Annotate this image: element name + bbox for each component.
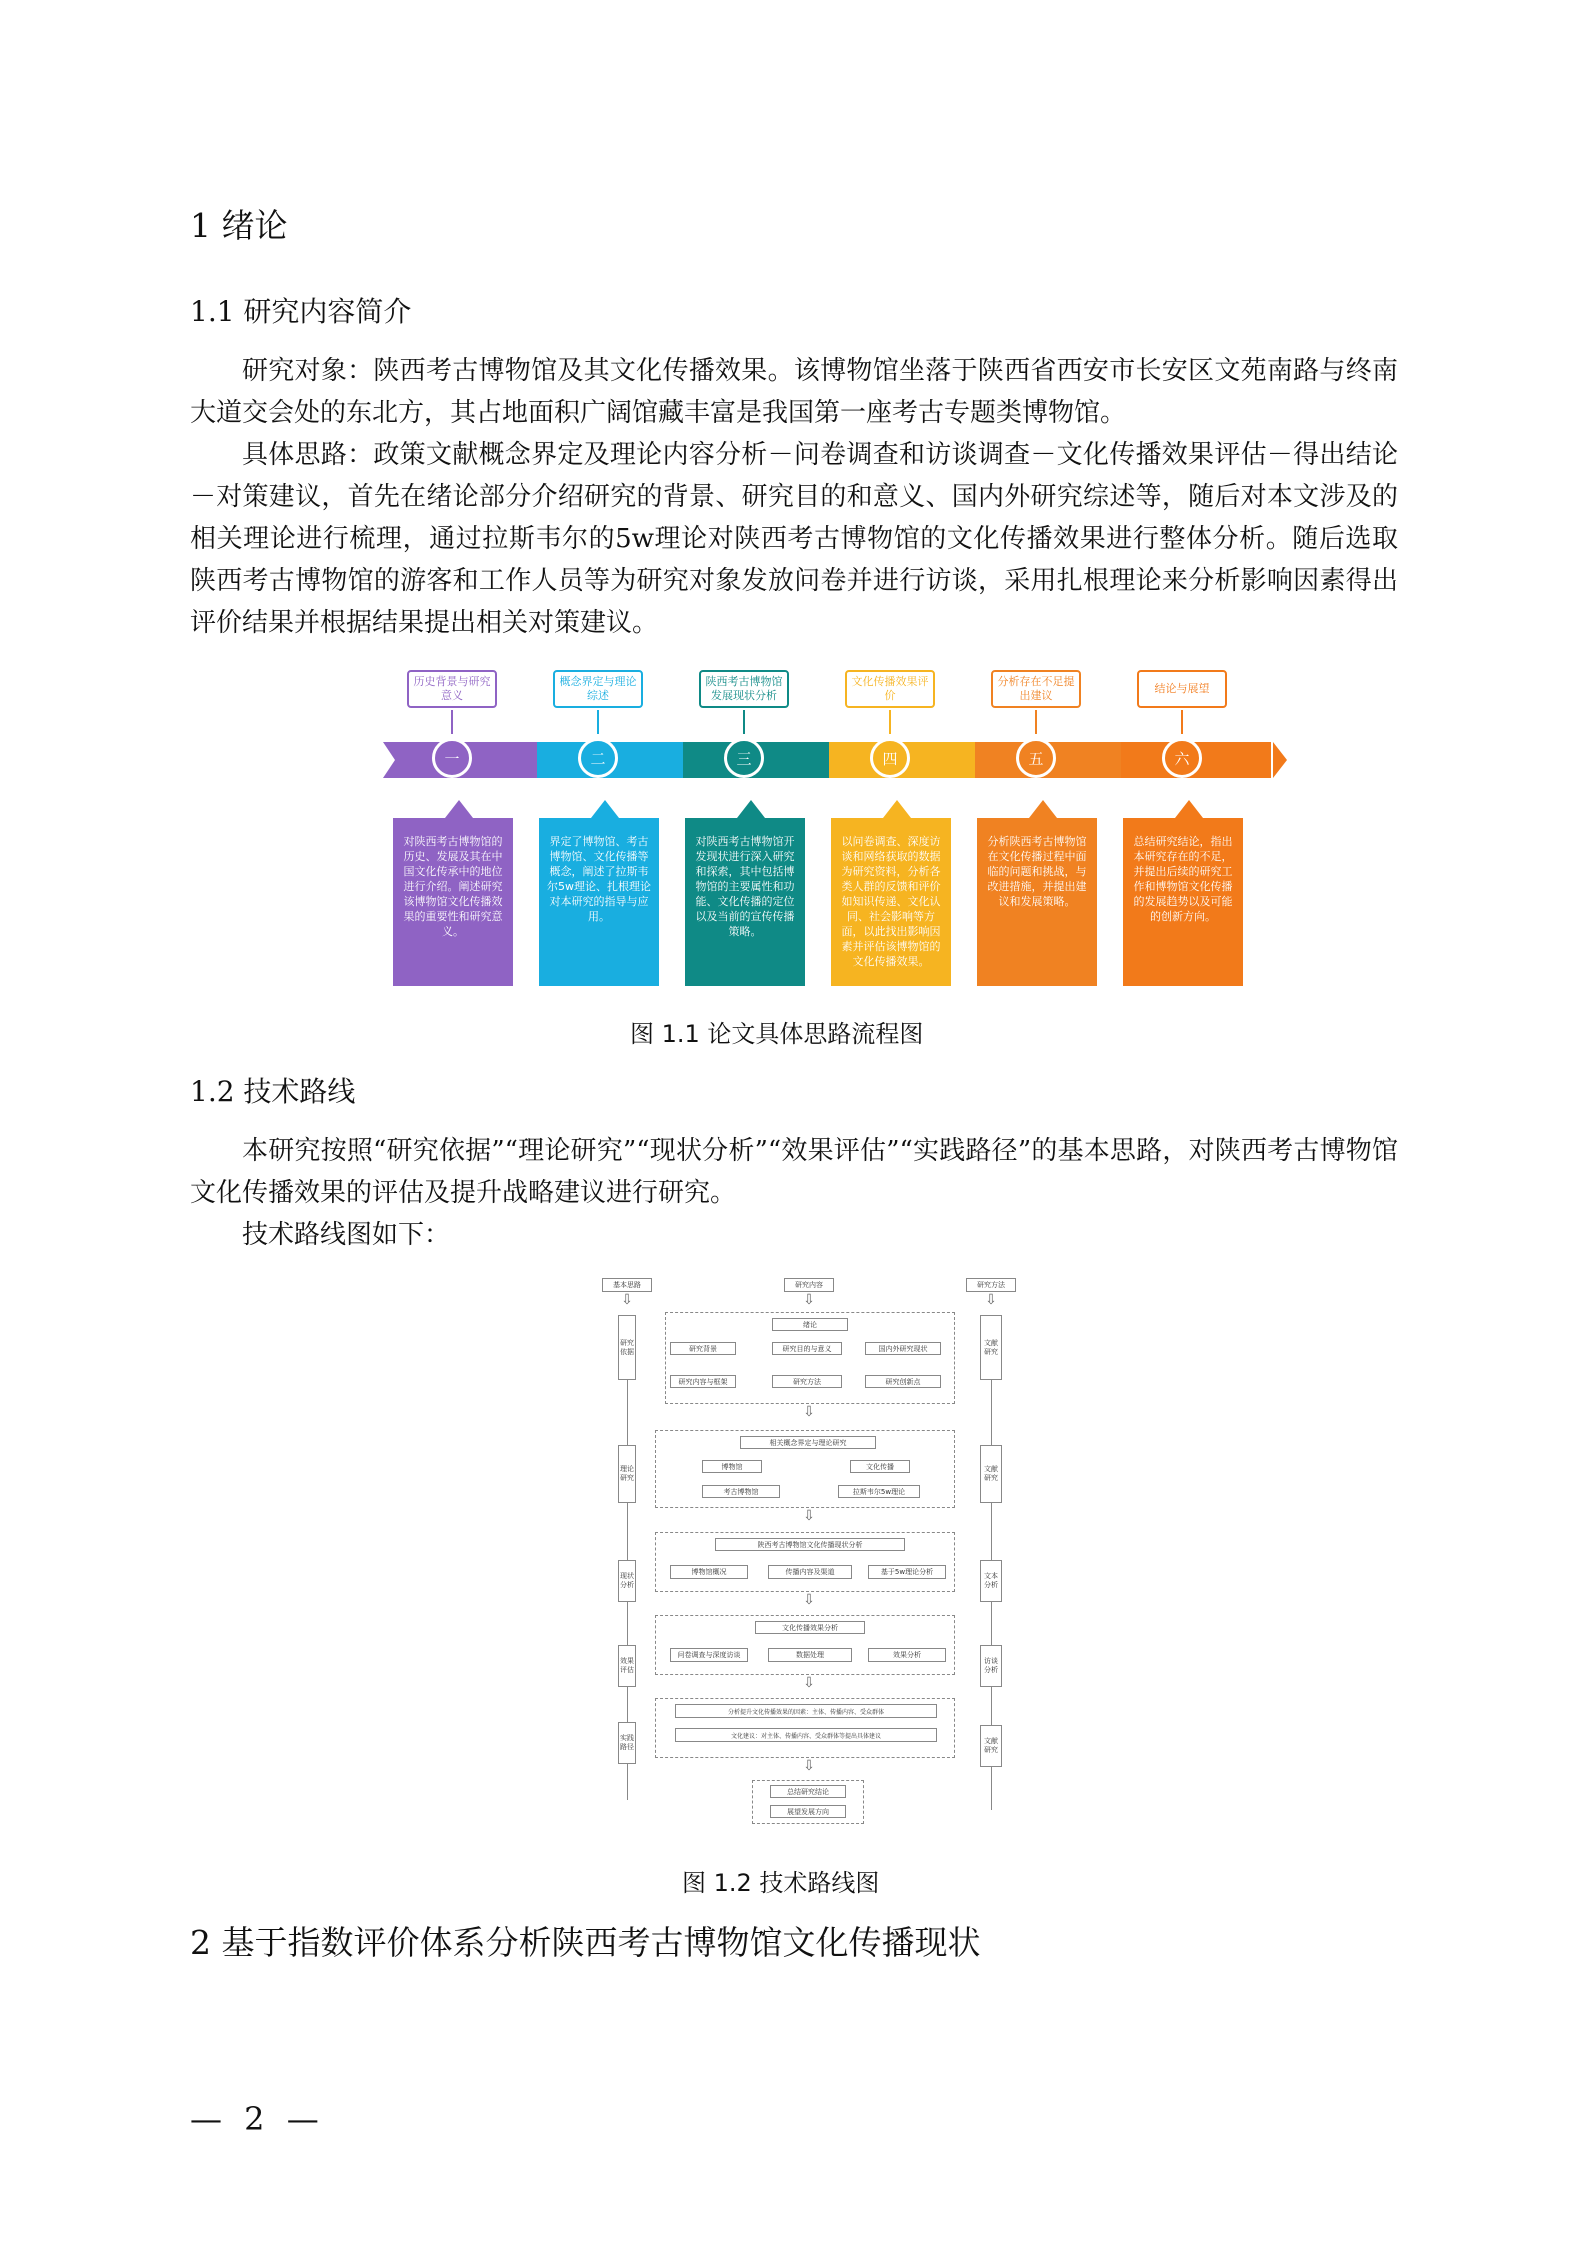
stage-description: 以问卷调查、深度访谈和网络获取的数据为研究资料，分析各类人群的反馈和评价如知识传递、文化认同、社会影响等方面，以此找出影响因素并评估该博物馆的文化传播效果。: [831, 818, 951, 986]
g5-item: 文化建议：对主体、传播内容、受众群体等提出具体建议: [675, 1728, 937, 1742]
g4-item: 效果分析: [868, 1648, 946, 1662]
right-step-5: 文献研究: [980, 1725, 1002, 1767]
stage-stem: [1035, 710, 1037, 734]
paragraph-route-intro: 技术路线图如下：: [242, 1220, 451, 1250]
stage-label: 陕西考古博物馆发展现状分析: [699, 670, 789, 708]
g4-title: 文化传播效果分析: [755, 1621, 865, 1634]
col-header-mid: 研究内容: [784, 1278, 834, 1292]
chapter-2-heading: 2 基于指数评价体系分析陕西考古博物馆文化传播现状: [190, 1923, 981, 1962]
stage-number: 三: [724, 738, 764, 778]
stage-description: 界定了博物馆、考古博物馆、文化传播等概念，阐述了拉斯韦尔5w理论、扎根理论对本研究的指导与应用。: [539, 818, 659, 986]
g3-item: 基于5w理论分析: [868, 1565, 946, 1579]
g1-item: 研究内容与框架: [670, 1375, 736, 1388]
stage-label: 文化传播效果评价: [845, 670, 935, 708]
stage-stem: [743, 710, 745, 734]
g1-item: 国内外研究现状: [865, 1342, 941, 1355]
g1-item: 研究方法: [772, 1375, 842, 1388]
g3-item: 博物馆概况: [670, 1565, 748, 1579]
stage-description: 总结研究结论，指出本研究存在的不足，并提出后续的研究工作和博物馆文化传播的发展趋势以及可能的创新方向。: [1123, 818, 1243, 986]
left-step-1: 研究依据: [618, 1315, 636, 1380]
col-header-left: 基本思路: [602, 1278, 652, 1292]
stage-label: 分析存在不足提出建议: [991, 670, 1081, 708]
g3-item: 传播内容及渠道: [768, 1565, 852, 1579]
timeline-tail: [383, 742, 395, 778]
stage-description: 分析陕西考古博物馆在文化传播过程中面临的问题和挑战，与改进措施，并提出建议和发展策略。: [977, 818, 1097, 986]
stage-label: 历史背景与研究意义: [407, 670, 497, 708]
stage-pointer: [591, 800, 619, 818]
g6-item: 展望发展方向: [770, 1805, 846, 1818]
stage-number: 四: [870, 738, 910, 778]
g1-title: 绪论: [772, 1318, 848, 1331]
figure-1-1-flowchart: [383, 670, 1263, 995]
stage-pointer: [883, 800, 911, 818]
stage-description: 对陕西考古博物馆的历史、发展及其在中国文化传承中的地位进行介绍。阐述研究该博物馆文化传播效果的重要性和研究意义。: [393, 818, 513, 986]
left-step-3: 现状分析: [618, 1560, 636, 1602]
stage-number: 一: [432, 738, 472, 778]
stage-pointer: [445, 800, 473, 818]
g3-title: 陕西考古博物馆文化传播现状分析: [715, 1538, 905, 1551]
paragraph-research-object: 研究对象：陕西考古博物馆及其文化传播效果。该博物馆坐落于陕西省西安市长安区文苑南路与终南大道交会处的东北方，其占地面积广阔馆藏丰富是我国第一座考古专题类博物馆。: [190, 356, 1398, 428]
stage-number: 五: [1016, 738, 1056, 778]
g2-item: 文化传播: [850, 1460, 910, 1473]
g1-item: 研究创新点: [865, 1375, 941, 1388]
stage-label: 概念界定与理论综述: [553, 670, 643, 708]
right-step-1: 文献研究: [980, 1315, 1002, 1380]
stage-pointer: [1029, 800, 1057, 818]
timeline-arrow-tip: [1273, 742, 1287, 778]
right-step-2: 文献研究: [980, 1445, 1002, 1503]
stage-number: 二: [578, 738, 618, 778]
g1-item: 研究背景: [670, 1342, 736, 1355]
section-1-1-body: [190, 350, 1398, 644]
stage-stem: [451, 710, 453, 734]
chapter-1-heading: 1 绪论: [190, 206, 288, 245]
stage-pointer: [1175, 800, 1203, 818]
stage-label: 结论与展望: [1137, 670, 1227, 708]
stage-stem: [597, 710, 599, 734]
g1-item: 研究目的与意义: [772, 1342, 842, 1355]
paragraph-technical-route: 本研究按照“研究依据”“理论研究”“现状分析”“效果评估”“实践路径”的基本思路，对陕西考古博物馆文化传播效果的评估及提升战略建议进行研究。: [190, 1136, 1398, 1208]
stage-pointer: [737, 800, 765, 818]
left-step-4: 效果评估: [618, 1645, 636, 1687]
page-number: — 2 —: [190, 2100, 325, 2138]
g6-item: 总结研究结论: [770, 1785, 846, 1798]
stage-stem: [889, 710, 891, 734]
g2-item: 拉斯韦尔5w理论: [838, 1485, 920, 1498]
section-1-1-heading: 1.1 研究内容简介: [190, 295, 412, 328]
g2-title: 相关概念界定与理论研究: [740, 1436, 876, 1449]
left-step-5: 实践路径: [618, 1722, 636, 1764]
stage-stem: [1181, 710, 1183, 734]
right-step-3: 文本分析: [980, 1560, 1002, 1602]
paragraph-research-approach: 具体思路：政策文献概念界定及理论内容分析－问卷调查和访谈调查－文化传播效果评估－得出结论－对策建议，首先在绪论部分介绍研究的背景、研究目的和意义、国内外研究综述等，随后对本文涉及的相关理论进行梳理，通过拉斯韦尔的5w理论对陕西考古博物馆的文化传播效果进行整体分析。随后选取陕西考古博物馆的游客和工作人员等为研究对象发放问卷并进行访谈，采用扎根理论来分析影响因素得出评价结果并根据结果提出相关对策建议。: [190, 440, 1398, 638]
figure-1-2-caption: 图 1.2 技术路线图: [682, 1869, 880, 1897]
g4-item: 问卷调查与深度访谈: [670, 1648, 748, 1662]
g5-item: 分析提升文化传播效果的因素：主体、传播内容、受众群体: [675, 1704, 937, 1718]
figure-1-1-caption: 图 1.1 论文具体思路流程图: [630, 1020, 924, 1048]
g2-item: 考古博物馆: [702, 1485, 780, 1498]
g2-item: 博物馆: [702, 1460, 762, 1473]
col-header-right: 研究方法: [966, 1278, 1016, 1292]
stage-number: 六: [1162, 738, 1202, 778]
section-1-2-heading: 1.2 技术路线: [190, 1075, 356, 1108]
section-1-2-body: [190, 1130, 1398, 1256]
g4-item: 数据处理: [768, 1648, 852, 1662]
figure-1-2-technical-route: 基本思路 研究内容 研究方法 ⇩ ⇩ ⇩ 研究依据 理论研究 现状分析 效果评估 实践路径 文献研究 文献研究 文本分析 访谈分析 文献研究 绪论 研究背景 研究目的与意义 国内外研究现状 研究内容与框架 研究方法 研究创新点 ⇩ 相关概念界定与理论研究 博物馆 文化传播 考古博物馆 拉斯韦尔5w理论 ⇩ 陕西考古博物馆文化传播现状分析 博物馆概况 传播内容及渠道 基于5w理论分析 ⇩ 文化传播效果分析 问卷调查与深度访谈 数据处理 效果分析 ⇩ 分析提升文化传播效果的因素：主体、传播内容、受众群体 文化建议：对主体、传播内容、受众群体等提出具体建议 ⇩ 总结研究结论 展望发展方向: [590, 1270, 1028, 1853]
right-step-4: 访谈分析: [980, 1645, 1002, 1687]
stage-description: 对陕西考古博物馆开发现状进行深入研究和探索，其中包括博物馆的主要属性和功能、文化传播的定位以及当前的宣传传播策略。: [685, 818, 805, 986]
left-step-2: 理论研究: [618, 1445, 636, 1503]
